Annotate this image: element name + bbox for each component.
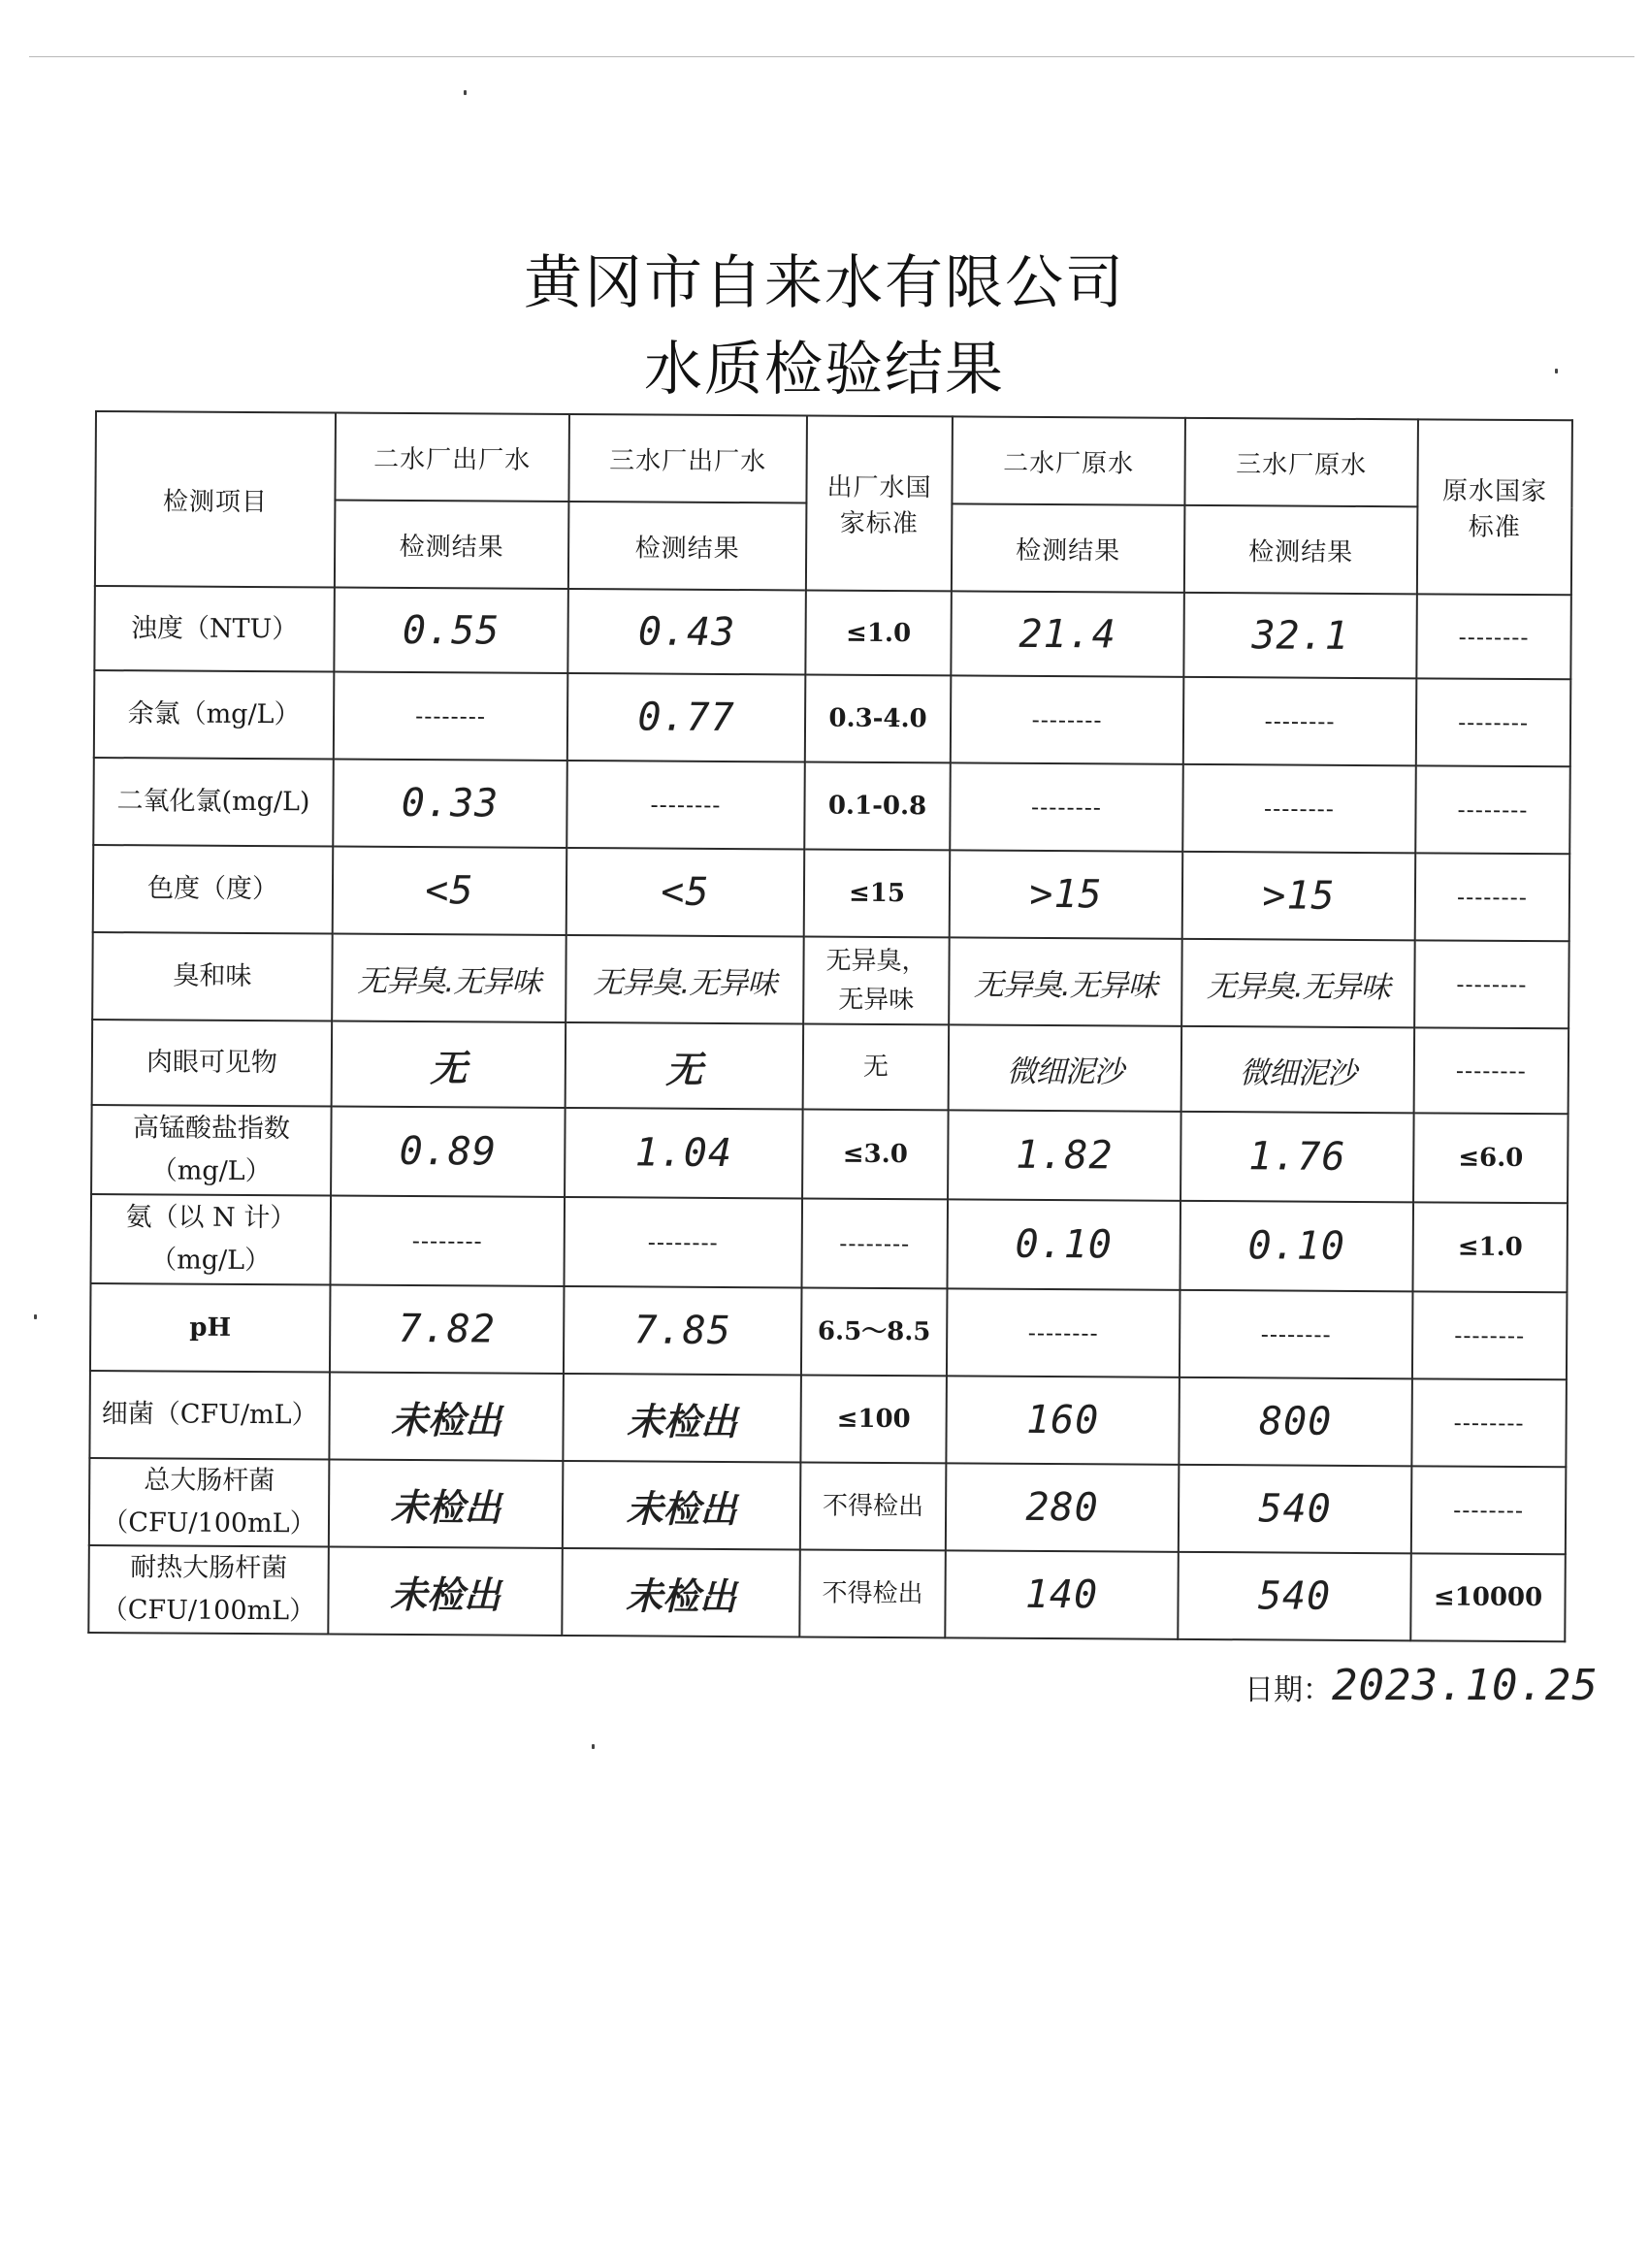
company-name: 黄冈市自来水有限公司 — [524, 249, 1125, 317]
value-cell: -------- — [334, 672, 568, 761]
result-label: 检测结果 — [1184, 505, 1418, 594]
standard-cell: -------- — [1415, 853, 1570, 941]
standard-cell: 不得检出 — [799, 1549, 946, 1637]
col-plant2-raw: 二水厂原水 — [952, 416, 1185, 504]
value-cell: >15 — [950, 850, 1183, 938]
scan-speck — [34, 1314, 37, 1319]
standard-cell: ≤15 — [804, 849, 951, 937]
value-cell: 无 — [332, 1021, 566, 1108]
col-raw-standard: 原水国家 标准 — [1417, 419, 1572, 595]
standard-cell: -------- — [1414, 1027, 1569, 1114]
standard-cell: 无异臭， 无异味 — [803, 936, 950, 1024]
standard-cell: ≤1.0 — [1412, 1202, 1568, 1292]
value-cell: 0.55 — [334, 588, 568, 673]
table-row — [89, 1371, 1567, 1467]
value-cell: -------- — [330, 1195, 565, 1285]
item-name: pH — [90, 1283, 331, 1373]
item-header: 检测项目 — [95, 411, 336, 588]
value-cell: 未检出 — [562, 1548, 800, 1636]
standard-cell: 不得检出 — [800, 1462, 947, 1550]
item-name: 氨（以 N 计） （mg/L） — [91, 1194, 332, 1285]
value-cell: -------- — [950, 762, 1183, 851]
header-row — [95, 411, 1572, 507]
value-cell: 微细泥沙 — [1181, 1026, 1415, 1113]
value-cell: <5 — [566, 848, 805, 936]
date-label: 日期： — [1245, 1673, 1332, 1707]
result-label: 检测结果 — [568, 502, 807, 590]
standard-cell: -------- — [1414, 940, 1569, 1028]
standard-cell: -------- — [1411, 1378, 1567, 1467]
col-plant3-out: 三水厂出厂水 — [568, 414, 807, 502]
item-name: 耐热大肠杆菌 （CFU/100mL） — [88, 1545, 329, 1635]
value-cell: 微细泥沙 — [949, 1024, 1182, 1111]
value-cell: 未检出 — [563, 1461, 801, 1549]
value-cell: 280 — [946, 1463, 1180, 1551]
item-name: 高锰酸盐指数 （mg/L） — [91, 1105, 332, 1196]
item-name: 臭和味 — [92, 932, 333, 1021]
value-cell: 无异臭.无异味 — [1181, 939, 1415, 1027]
item-name: 余氯（mg/L） — [94, 670, 335, 760]
value-cell: -------- — [1180, 1290, 1413, 1378]
item-name: 二氧化氯(mg/L) — [93, 758, 334, 847]
standard-cell: -------- — [801, 1198, 948, 1288]
value-cell: 未检出 — [563, 1374, 801, 1462]
value-cell: 7.82 — [330, 1284, 565, 1373]
value-cell: <5 — [333, 847, 567, 935]
item-name: 肉眼可见物 — [92, 1020, 333, 1107]
date-value: 2023.10.25 — [1332, 1661, 1599, 1710]
table-row — [92, 1020, 1569, 1114]
value-cell: 1.04 — [565, 1108, 803, 1198]
value-cell: -------- — [947, 1288, 1180, 1377]
table-row — [89, 1458, 1567, 1554]
standard-cell: 无 — [803, 1023, 950, 1110]
table-row — [94, 586, 1571, 679]
standard-cell: -------- — [1412, 1291, 1568, 1379]
col-plant3-raw: 三水厂原水 — [1184, 418, 1418, 506]
value-cell: 0.33 — [333, 760, 567, 848]
scan-speck — [592, 1744, 595, 1749]
table-row — [94, 670, 1571, 766]
value-cell: 无异臭.无异味 — [332, 934, 566, 1022]
page-top-rule — [29, 56, 1634, 57]
standard-cell: -------- — [1416, 678, 1571, 766]
item-name: 总大肠杆菌 （CFU/100mL） — [89, 1458, 330, 1547]
water-quality-table — [87, 410, 1573, 1642]
table-row — [88, 1545, 1566, 1641]
value-cell: -------- — [951, 675, 1184, 763]
value-cell: >15 — [1182, 852, 1416, 940]
standard-cell: ≤10000 — [1410, 1553, 1566, 1641]
item-name: 浊度（NTU） — [94, 586, 335, 672]
report-date — [1245, 1661, 1599, 1710]
value-cell: 0.43 — [567, 589, 806, 674]
value-cell: -------- — [564, 1197, 802, 1287]
value-cell: 0.89 — [331, 1107, 566, 1197]
table-row — [91, 1194, 1568, 1292]
value-cell: -------- — [1182, 764, 1416, 853]
value-cell: -------- — [566, 761, 805, 849]
standard-cell: ≤1.0 — [805, 590, 952, 675]
standard-cell: -------- — [1415, 765, 1570, 854]
standard-cell: ≤3.0 — [802, 1109, 949, 1199]
value-cell: 140 — [945, 1550, 1179, 1638]
value-cell: 无异臭.无异味 — [949, 937, 1182, 1025]
value-cell: 160 — [946, 1376, 1180, 1464]
col-plant2-out: 二水厂出厂水 — [335, 413, 569, 502]
standard-cell: ≤6.0 — [1413, 1113, 1568, 1203]
value-cell: 1.76 — [1180, 1112, 1414, 1202]
result-label: 检测结果 — [335, 501, 569, 589]
value-cell: 无 — [566, 1022, 804, 1109]
table-row — [91, 1105, 1568, 1203]
value-cell: 800 — [1179, 1377, 1412, 1466]
value-cell: 540 — [1178, 1552, 1411, 1640]
value-cell: 32.1 — [1183, 593, 1417, 678]
standard-cell: -------- — [1416, 594, 1571, 679]
item-name: 细菌（CFU/mL） — [89, 1371, 330, 1460]
value-cell: 0.10 — [1180, 1201, 1413, 1291]
standard-cell: -------- — [1411, 1466, 1567, 1554]
value-cell: 7.85 — [564, 1286, 802, 1375]
standard-cell: ≤100 — [800, 1375, 947, 1463]
standard-cell: 6.5～8.5 — [801, 1287, 948, 1376]
value-cell: 未检出 — [329, 1372, 564, 1460]
table-row — [93, 758, 1570, 854]
value-cell: 无异臭.无异味 — [566, 935, 804, 1023]
value-cell: 未检出 — [329, 1459, 564, 1547]
table-row — [90, 1283, 1568, 1379]
table-row — [92, 932, 1569, 1028]
item-name: 色度（度） — [93, 845, 334, 934]
value-cell: 21.4 — [951, 591, 1184, 676]
value-cell: 未检出 — [328, 1546, 563, 1635]
standard-cell: 0.3-4.0 — [805, 674, 952, 762]
value-cell: 540 — [1179, 1465, 1412, 1553]
value-cell: -------- — [1183, 677, 1417, 765]
value-cell: 0.10 — [947, 1199, 1180, 1289]
report-title: 水质检验结果 — [644, 336, 1005, 404]
result-label: 检测结果 — [952, 503, 1185, 592]
value-cell: 1.82 — [948, 1110, 1181, 1200]
col-out-standard: 出厂水国 家标准 — [806, 415, 953, 591]
value-cell: 0.77 — [567, 673, 806, 761]
table-row — [93, 845, 1570, 941]
standard-cell: 0.1-0.8 — [804, 761, 951, 850]
scan-speck — [464, 90, 467, 95]
